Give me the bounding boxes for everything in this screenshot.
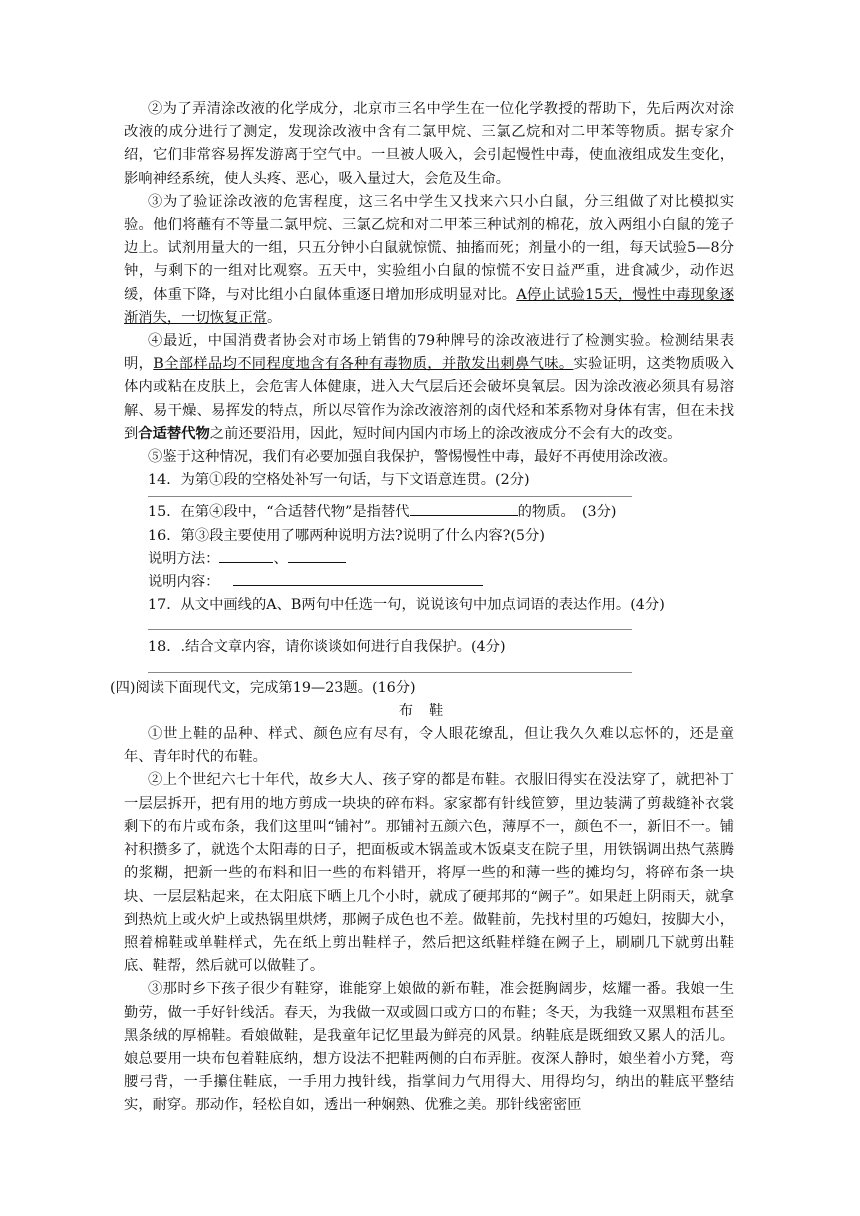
paragraph-3-text: ③为了验证涂改液的危害程度，这三名中学生又找来六只小白鼠，分三组做了对比模拟实验。他们将蘸有不等量二氯甲烷、三氯乙烷和对二甲苯三种试剂的棉花，放入两组小白鼠的笼子边上。试剂用量大的一组，只五分钟小白鼠就惊慌、抽搐而死；剂量小的一组，每天试验5—8分钟，与剩下的一组对比观察。五天中，实验组小白鼠的惊慌不安日益严重，进食减少，动作迟缓，体重下降，与对比组小白鼠体重逐日增加形成明显对比。 <box>124 193 734 303</box>
shoes-paragraph-1: ①世上鞋的品种、样式、颜色应有尽有，令人眼花缭乱，但让我久久难以忘怀的，还是童年、青年时代的布鞋。 <box>124 726 734 766</box>
answer-line-14[interactable] <box>148 492 632 497</box>
section-4-heading: (四)阅读下面现代文，完成第19—23题。(16分) <box>110 679 416 696</box>
paragraph-4-text-b: 实验证明，这类物质吸入体内或粘在皮肤上，会危害人体健康，进入大气层后还会破坏臭氧层。因为涂改液必须具有易溶解、易干燥、易挥发的特点，所以尽管作为涂改液溶剂的卤代烃和苯系物对身体有害，但在未找到 <box>124 356 734 442</box>
paragraph-3 <box>124 191 734 330</box>
paragraph-5: ⑤鉴于这种情况，我们有必要加强自我保护，警惕慢性中毒，最好不再使用涂改液。 <box>148 449 677 466</box>
paragraph-4-text-a: ④最近，中国消费者协会对市场上销售的79种牌号的涂改液进行了检测实验。检测结果表明， <box>124 333 734 373</box>
question-16-content <box>124 571 734 594</box>
method-label: 说明方法： <box>148 550 220 567</box>
question-15 <box>124 501 734 524</box>
paragraph-2: ②为了弄清涂改液的化学成分，北京市三名中学生在一位化学教授的帮助下，先后两次对涂改液的成分进行了测定，发现涂改液中含有二氯甲烷、三氯乙烷和对二甲苯等物质。据专家介绍，它们非常容易挥发游离于空气中。一旦被人吸入，会引起慢性中毒，使血液组成发生变化，影响神经系统，使人头疼、恶心，吸入量过大，会危及生命。 <box>124 101 734 187</box>
content-blank[interactable] <box>233 571 483 586</box>
paragraph-3-end: 。 <box>266 309 282 326</box>
answer-line-17[interactable] <box>148 625 632 630</box>
answer-blank-15[interactable] <box>410 501 518 516</box>
underlined-sentence-b: B全部样品均不同程度地含有各种有毒物质，并散发出刺鼻气味。 <box>153 356 574 373</box>
paragraph-4-text-c: 之前还要沿用，因此，短时间内国内市场上的涂改液成分不会有大的改变。 <box>209 425 682 442</box>
underlined-sentence-a: A停止试验15天，慢性中毒现象逐渐消失，一切恢复正常 <box>124 286 734 326</box>
question-15-text-a: 15．在第④段中，“合适替代物”是指替代 <box>148 504 410 521</box>
method-blank-1[interactable] <box>219 548 273 563</box>
method-blank-2[interactable] <box>288 548 346 563</box>
shoes-paragraph-2: ②上个世纪六七十年代，故乡大人、孩子穿的都是布鞋。衣服旧得实在没法穿了，就把补丁一层层拆开，把有用的地方剪成一块块的碎布料。家家都有针线笸箩，里边装满了剪裁缝补衣裳剩下的布片或布条，我们这里叫“铺衬”。那铺衬五颜六色，薄厚不一，颜色不一，新旧不一。铺衬积攒多了，就选个太阳毒的日子，把面板或木锅盖或木饭桌支在院子里，用铁锅调出热气蒸腾的浆糊，把新一些的布料和旧一些的布料错开，将厚一些的和薄一些的摊均匀，将碎布条一块块、一层层粘起来，在太阳底下晒上几个小时，就成了硬邦邦的“阙子”。如果赶上阴雨天，就拿到热炕上或火炉上或热锅里烘烤，那阙子成色也不差。做鞋前，先找村里的巧媳妇，按脚大小，照着棉鞋或单鞋样式，先在纸上剪出鞋样子，然后把这纸鞋样缝在阙子上，刷刷几下就剪出鞋底、鞋帮，然后就可以做鞋了。 <box>124 772 734 975</box>
question-14: 14．为第①段的空格处补写一句话，与下文语意连贯。(2分) <box>148 472 530 489</box>
paragraph-4 <box>124 330 734 446</box>
method-separator: 、 <box>273 550 288 567</box>
question-16-method <box>124 548 734 571</box>
content-label: 说明内容： <box>148 574 220 591</box>
question-18: 18．.结合文章内容，请你谈谈如何进行自我保护。(4分) <box>148 639 506 656</box>
question-15-text-b: 的物质。 (3分) <box>517 504 617 521</box>
document-page <box>110 98 734 1118</box>
article-title: 布鞋 <box>398 702 460 719</box>
answer-line-18[interactable] <box>148 668 632 673</box>
question-16: 16．第③段主要使用了哪两种说明方法?说明了什么内容?(5分) <box>148 527 545 544</box>
bold-term: 合适替代物 <box>138 425 210 442</box>
shoes-paragraph-3: ③那时乡下孩子很少有鞋穿，谁能穿上娘做的新布鞋，准会挺胸阔步，炫耀一番。我娘一生勤劳，做一手好针线活。春天，为我做一双或圆口或方口的布鞋；冬天，为我缝一双黑粗布甚至黑条绒的厚棉鞋。看娘做鞋，是我童年记忆里最为鲜亮的风景。纳鞋底是既细致又累人的活儿。娘总要用一块布包着鞋底纳，想方设法不把鞋两侧的白布弄脏。夜深人静时，娘坐着小方凳，弯腰弓背，一手攥住鞋底，一手用力拽针线，指掌间力气用得大、用得均匀，纳出的鞋底平整结实，耐穿。那动作，轻松自如，透出一种娴熟、优雅之美。那针线密密匝 <box>124 981 734 1114</box>
question-17: 17．从文中画线的A、B两句中任选一句，说说该句中加点词语的表达作用。(4分) <box>148 597 665 614</box>
